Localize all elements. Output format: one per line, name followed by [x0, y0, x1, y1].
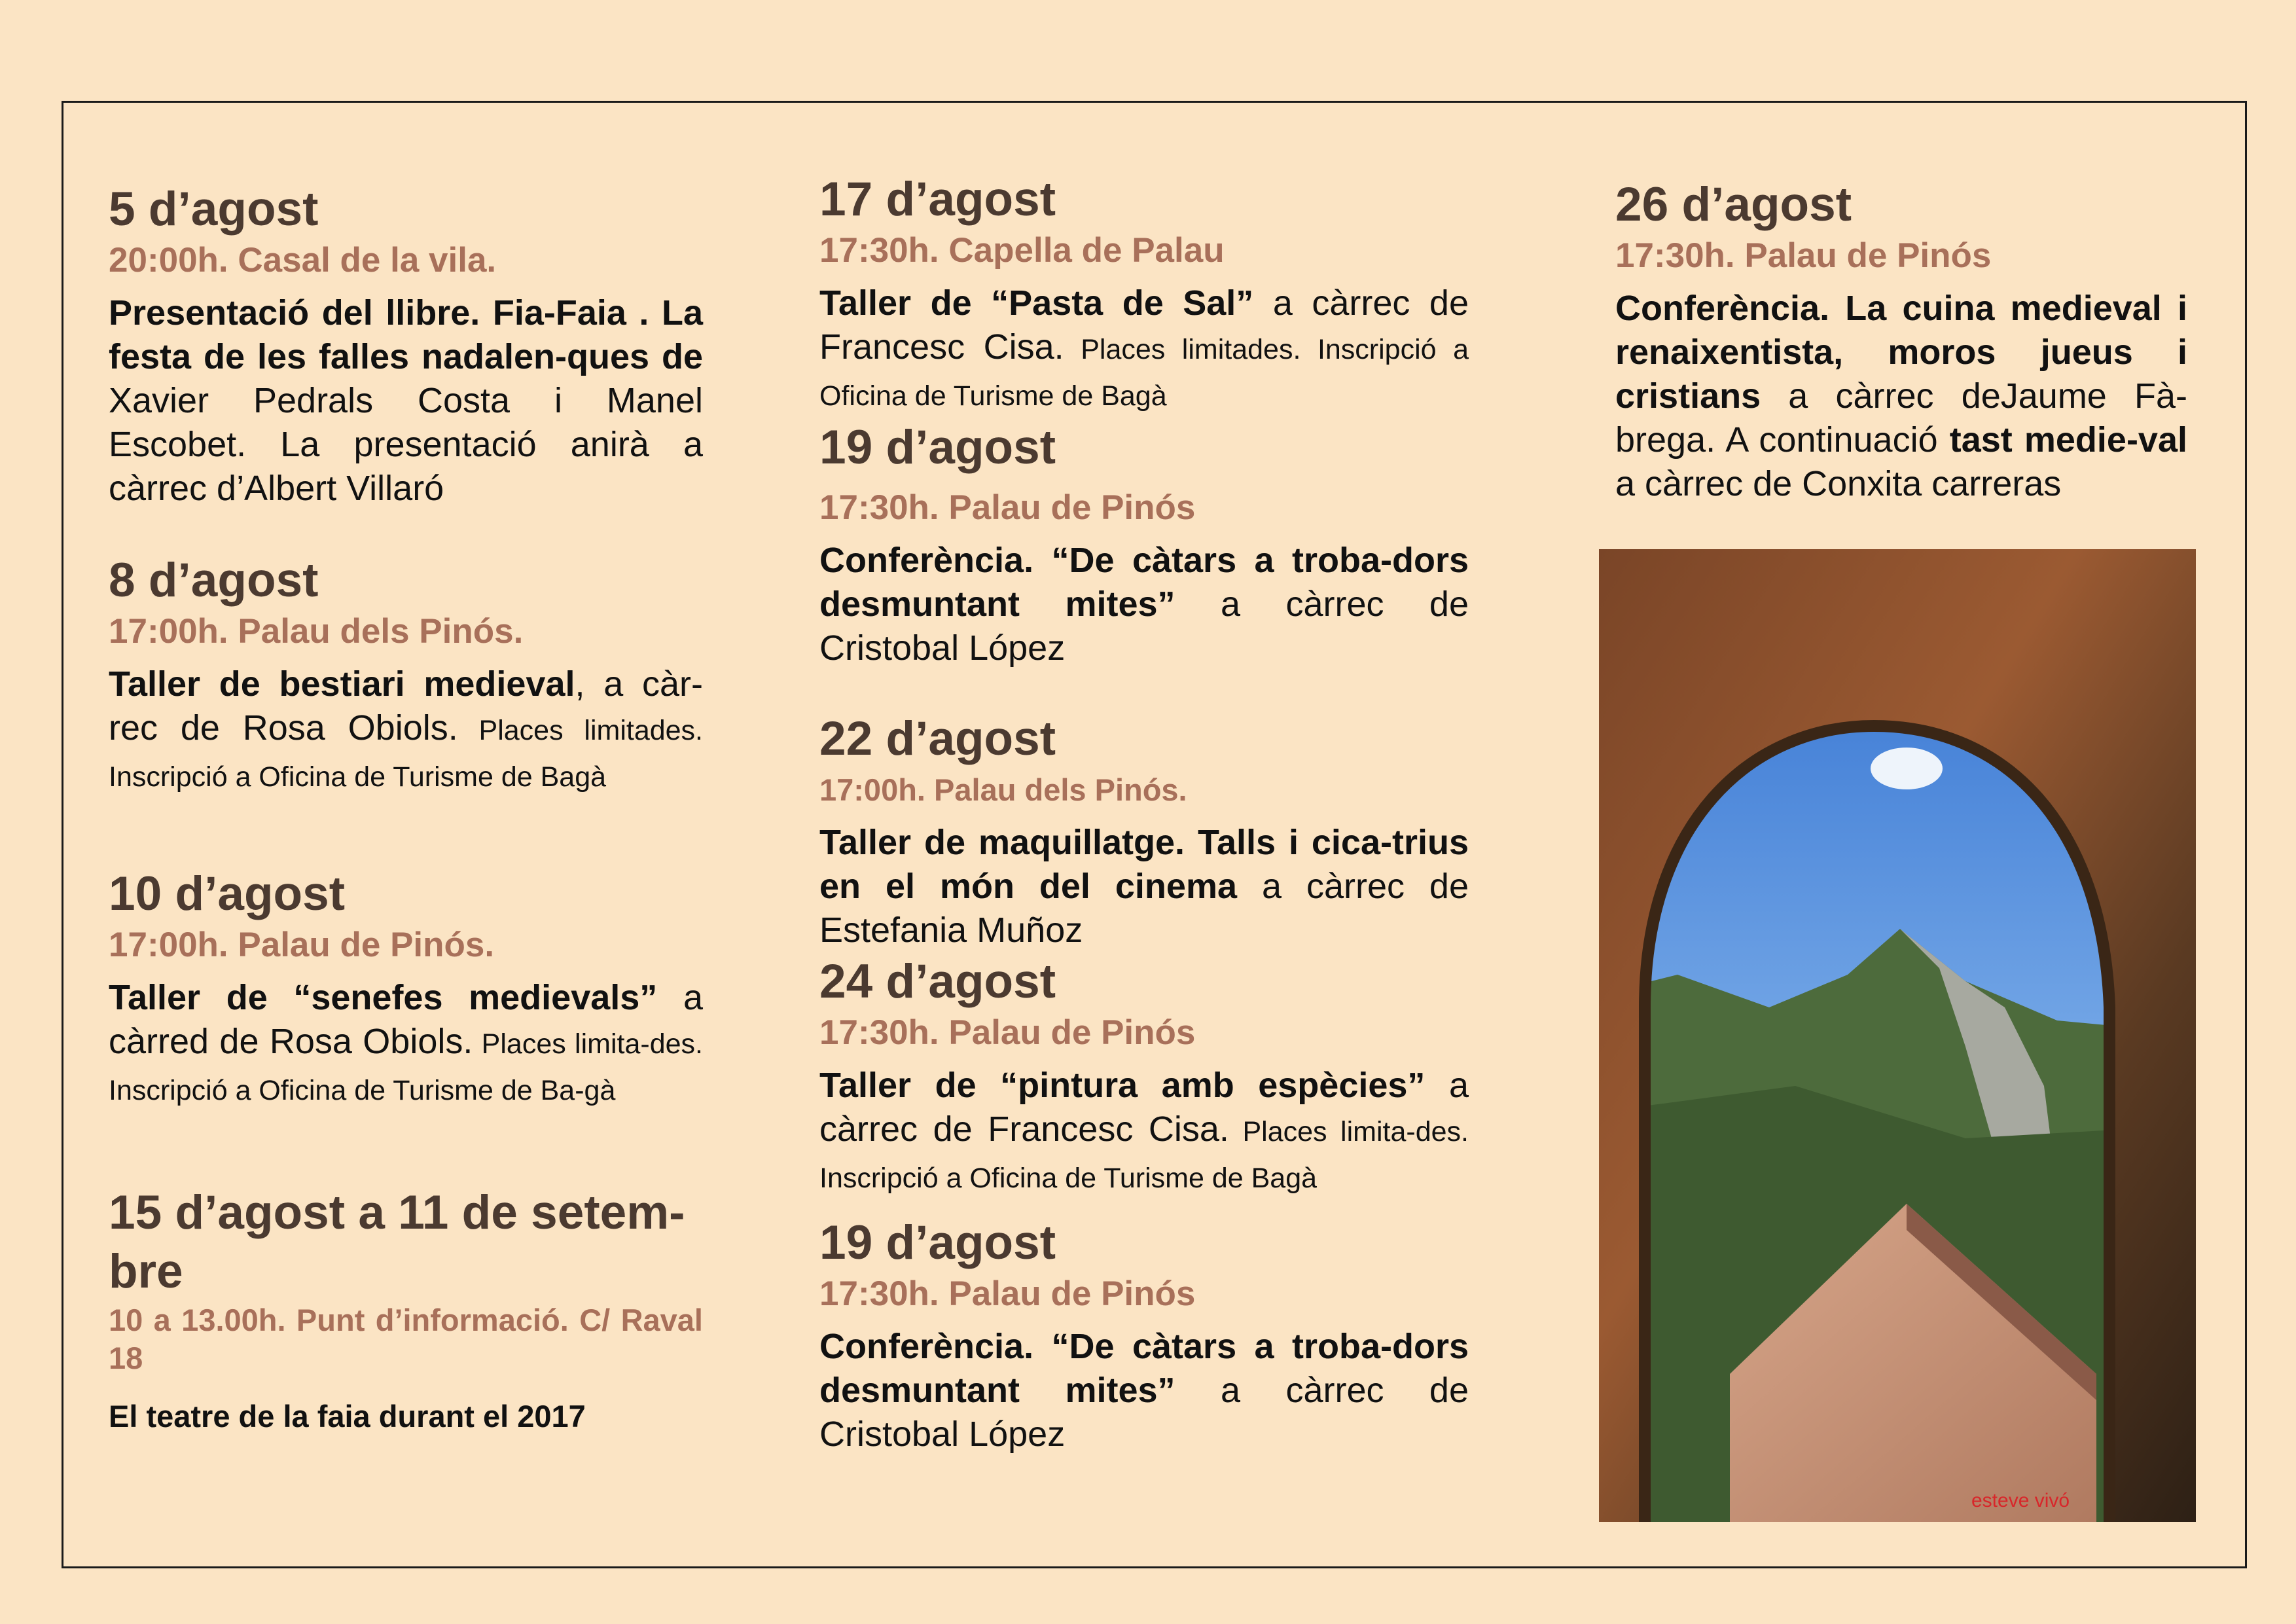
event-place: 17:30h. Capella de Palau	[819, 231, 1225, 270]
photo-illustration	[1599, 549, 2196, 1522]
event-date: 5 d’agost	[109, 183, 319, 236]
photo-credit: esteve vivó	[1971, 1490, 2070, 1511]
event-aug-19	[819, 418, 1469, 670]
event-place: 17:30h. Palau de Pinós	[819, 1274, 1196, 1313]
event-note: Places limita-des. Inscripció a Oficina de Turisme de Bagà	[819, 1116, 1469, 1194]
event-title: Taller de bestiari medieval	[109, 664, 575, 704]
event-place: 20:00h. Casal de la vila.	[109, 241, 497, 280]
event-date: 19 d’agost	[819, 421, 1056, 474]
event-note: Places limitades. Inscripció a Oficina de Turisme de Bagà	[819, 334, 1469, 412]
event-aug-8	[109, 551, 703, 799]
event-title: Taller de “senefes medievals”	[109, 978, 658, 1017]
event-description	[109, 291, 703, 511]
event-text: , a càr-rec de Rosa Obiols.	[109, 664, 703, 748]
castle-window-photo	[1599, 549, 2196, 1522]
event-aug-19-b	[819, 1214, 1469, 1456]
event-description	[819, 539, 1469, 670]
event-place: 10 a 13.00h. Punt d’informació. C/ Raval 18	[109, 1303, 703, 1375]
event-description	[819, 281, 1469, 418]
event-aug-17	[819, 170, 1469, 418]
event-title: Taller de “Pasta de Sal”	[819, 283, 1254, 323]
event-title: Taller de “pintura amb espècies”	[819, 1066, 1426, 1105]
event-text-2: a càrrec de Conxita carreras	[1615, 464, 2062, 503]
cloud	[1871, 748, 1943, 789]
event-date: 19 d’agost	[819, 1216, 1056, 1269]
event-aug-15-sep-11	[109, 1183, 703, 1438]
event-text: Xavier Pedrals Costa i Manel Escobet. La presentació anirà a càrrec d’Albert Villaró	[109, 381, 703, 508]
event-text: a càrred de Rosa Obiols.	[109, 978, 703, 1061]
event-note: Places limita-des. Inscripció a Oficina de Turisme de Ba-gà	[109, 1028, 703, 1106]
column-middle	[819, 170, 1469, 1456]
event-place: 17:00h. Palau dels Pinós.	[819, 772, 1187, 807]
event-title: Conferència. “De càtars a troba-dors desmuntant mites”	[819, 541, 1469, 624]
event-aug-22	[819, 710, 1469, 952]
event-date: 10 d’agost	[109, 867, 346, 920]
event-title: El teatre de la faia durant el 2017	[109, 1399, 586, 1434]
event-text: a càrrec de Cristobal López	[819, 1371, 1469, 1454]
event-aug-5	[109, 180, 703, 511]
event-title-2: tast medie-val	[1949, 420, 2188, 460]
event-place: 17:30h. Palau de Pinós	[819, 488, 1196, 527]
event-date: 24 d’agost	[819, 955, 1056, 1008]
event-title: Presentació del llibre. Fia-Faia . La festa de les falles nadalen-ques de	[109, 293, 703, 376]
event-aug-10	[109, 865, 703, 1113]
event-date: 17 d’agost	[819, 173, 1056, 226]
event-place: 17:30h. Palau de Pinós	[1615, 236, 1992, 275]
event-aug-26	[1615, 175, 2187, 506]
event-title: Conferència. La cuina medieval i renaixentista, moros jueus i cristians	[1615, 289, 2187, 416]
event-text: a càrrec deJaume Fà-brega. A continuació	[1615, 376, 2187, 460]
event-description	[1615, 287, 2187, 506]
event-title: Taller de maquillatge. Talls i cica-trius en el món del cinema	[819, 823, 1469, 906]
event-place: 17:00h. Palau de Pinós.	[109, 926, 495, 964]
event-description	[819, 1064, 1469, 1200]
event-description	[819, 821, 1469, 952]
event-description	[109, 662, 703, 799]
event-aug-24	[819, 952, 1469, 1200]
event-date: 15 d’agost a 11 de setem-bre	[109, 1186, 685, 1298]
event-place: 17:00h. Palau dels Pinós.	[109, 612, 524, 651]
event-text: a càrrec de Francesc Cisa.	[819, 283, 1469, 367]
event-description	[109, 1394, 703, 1438]
event-date: 8 d’agost	[109, 554, 319, 607]
event-text: a càrrec de Cristobal López	[819, 585, 1469, 668]
event-text: a càrrec de Francesc Cisa.	[819, 1066, 1469, 1149]
column-right	[1615, 175, 2187, 506]
event-date: 22 d’agost	[819, 712, 1056, 765]
event-title: Conferència. “De càtars a troba-dors desmuntant mites”	[819, 1327, 1469, 1410]
event-place: 17:30h. Palau de Pinós	[819, 1013, 1196, 1052]
column-left	[109, 180, 703, 1438]
event-note: Places limitades. Inscripció a Oficina de Turisme de Bagà	[109, 715, 704, 793]
event-text: a càrrec de Estefania Muñoz	[819, 867, 1469, 950]
event-description	[109, 976, 703, 1113]
event-description	[819, 1325, 1469, 1456]
event-date: 26 d’agost	[1615, 178, 1852, 231]
